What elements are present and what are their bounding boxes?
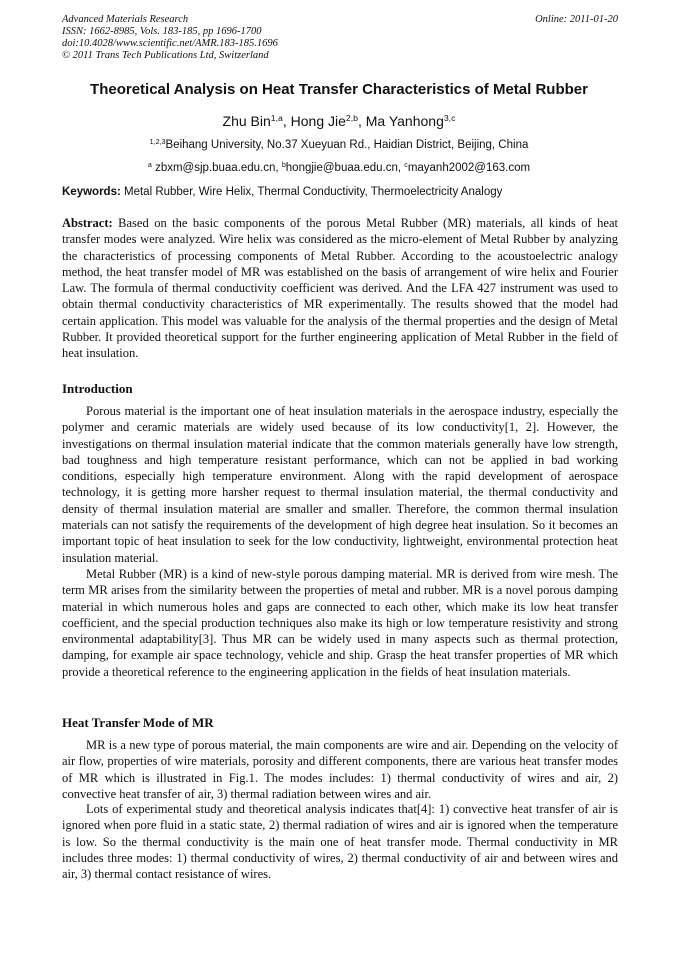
journal-header [62,14,618,62]
doi-line: doi:10.4028/www.scientific.net/AMR.183-185.1696 [62,38,278,49]
abstract-label: Abstract: [62,216,113,230]
email-address[interactable]: mayanh2002@163.com [407,162,531,174]
author-sup: 1,a [270,113,283,124]
heat-transfer-paragraph-2: Lots of experimental study and theoretical analysis indicates that[4]: 1) convective heat transfer of air is ignored when pore fluid in a static state, 2) thermal radiation of wires and air is ignored when the temperature is low. So the thermal conductivity is the main one of heat transfer mode. Thermal conductivity in MR includes three modes: 1) thermal conductivity of wires, 2) thermal conductivity of air and between wires and air, 3) thermal contact resistance of wires. [62,802,618,882]
keywords [62,186,618,198]
author-sup: 2,b [345,113,358,124]
copyright-line: © 2011 Trans Tech Publications Ltd, Switzerland [62,50,269,61]
journal-name: Advanced Materials Research [62,14,189,25]
email-sup: c [404,161,408,170]
abstract-text: Based on the basic components of the porous Metal Rubber (MR) materials, all kinds of heat transfer modes were analyzed. Wire helix was considered as the micro-element of Metal Rubber by analyzing the characteristics of processing components of Metal Rubber. According to the acoustoelectric analogy method, the heat transfer model of MR was established on the basis of arrangement of wire helix and Fourier Law. The formula of thermal conductivity coefficient was derived. And the LFA 427 instrument was used to obtain thermal conductivity characteristics of MR experimentally. The results showed that the model had certain application. This model was valuable for the analysis of the thermal properties and the design of Metal Rubber. It provided theoretical support for the further engineering application of Metal Rubber in the field of heat insulation. [62,216,618,361]
author-name: Ma Yanhong [365,113,444,129]
heat-transfer-paragraph-1: MR is a new type of porous material, the main components are wire and air. Depending on the velocity of air flow, properties of wire materials, porosity and different components, there are various heat transfer modes of MR which is illustrated in Fig.1. The modes includes: 1) thermal conductivity of wires and air, 2) convective heat transfer of air, 3) thermal radiation between wires and air. [62,738,618,801]
keywords-label: Keywords: [62,186,121,198]
affiliation [40,139,638,151]
paper-title: Theoretical Analysis on Heat Transfer Characteristics of Metal Rubber [90,81,588,98]
author-list [40,113,638,129]
intro-paragraph-2: Metal Rubber (MR) is a kind of new-style porous damping material. MR is derived from wire mesh. The term MR arises from the similarity between the properties of metal and rubber. MR is a novel porous damping material in which numerous holes and gaps are connected to each other, which make its low heat transfer coefficient, and the special production techniques also make its high or low temperature resistivity and strong environmental adaptability[3]. Thus MR can be widely used in many aspects such as thermal protection, damping, for example air space technology, vehicle and ship. Grasp the heat transfer properties of MR which provide a theoretical reference to the engineering application in the fields of heat insulation materials. [62,567,618,679]
email-separator: , [275,162,282,174]
email-sup: a [147,161,152,170]
author-separator: , [357,113,366,129]
author-emails [40,162,638,174]
intro-paragraph-1: Porous material is the important one of heat insulation materials in the aerospace industry, especially the polymer and ceramic materials are widely used because of its low conductivity[1, 2]. However, the investigations on thermal insulation material indicate that the common materials generally have low strength, bad toughness and high temperature resistant performance, which can not be applied in bad working conditions, especially high temperature environment. Along with the rapid development of aerospace technology, it is getting more harsher request to thermal insulation material, the thermal conductivity and density of thermal insulation material are smaller and smaller. Therefore, the common thermal insulation materials can not satisfy the requirements of the development of high degree heat insulation. So it becomes an important topic of heat insulation to seek for the low conductivity, lightweight, environmental protection heat insulation material. [62,404,618,565]
email-sup: b [281,161,286,170]
section-heading-introduction: Introduction [62,381,133,396]
issn-line: ISSN: 1662-8985, Vols. 183-185, pp 1696-1700 [62,26,262,37]
author-sup: 3,c [443,113,456,124]
affiliation-sup: 1,2,3 [149,138,166,147]
section-heading-heat-transfer-mode: Heat Transfer Mode of MR [62,715,214,730]
abstract [62,215,618,362]
email-separator: , [397,162,405,174]
affiliation-text: Beihang University, No.37 Xueyuan Rd., Haidian District, Beijing, China [165,139,529,151]
email-address[interactable]: hongjie@buaa.edu.cn [285,162,398,174]
author-separator: , [282,113,291,129]
keywords-text: Metal Rubber, Wire Helix, Thermal Conductivity, Thermoelectricity Analogy [124,186,503,198]
author-name: Zhu Bin [222,113,271,129]
online-date: Online: 2011-01-20 [535,14,618,25]
author-name: Hong Jie [290,113,346,129]
email-address[interactable]: zbxm@sjp.buaa.edu.cn [155,162,276,174]
